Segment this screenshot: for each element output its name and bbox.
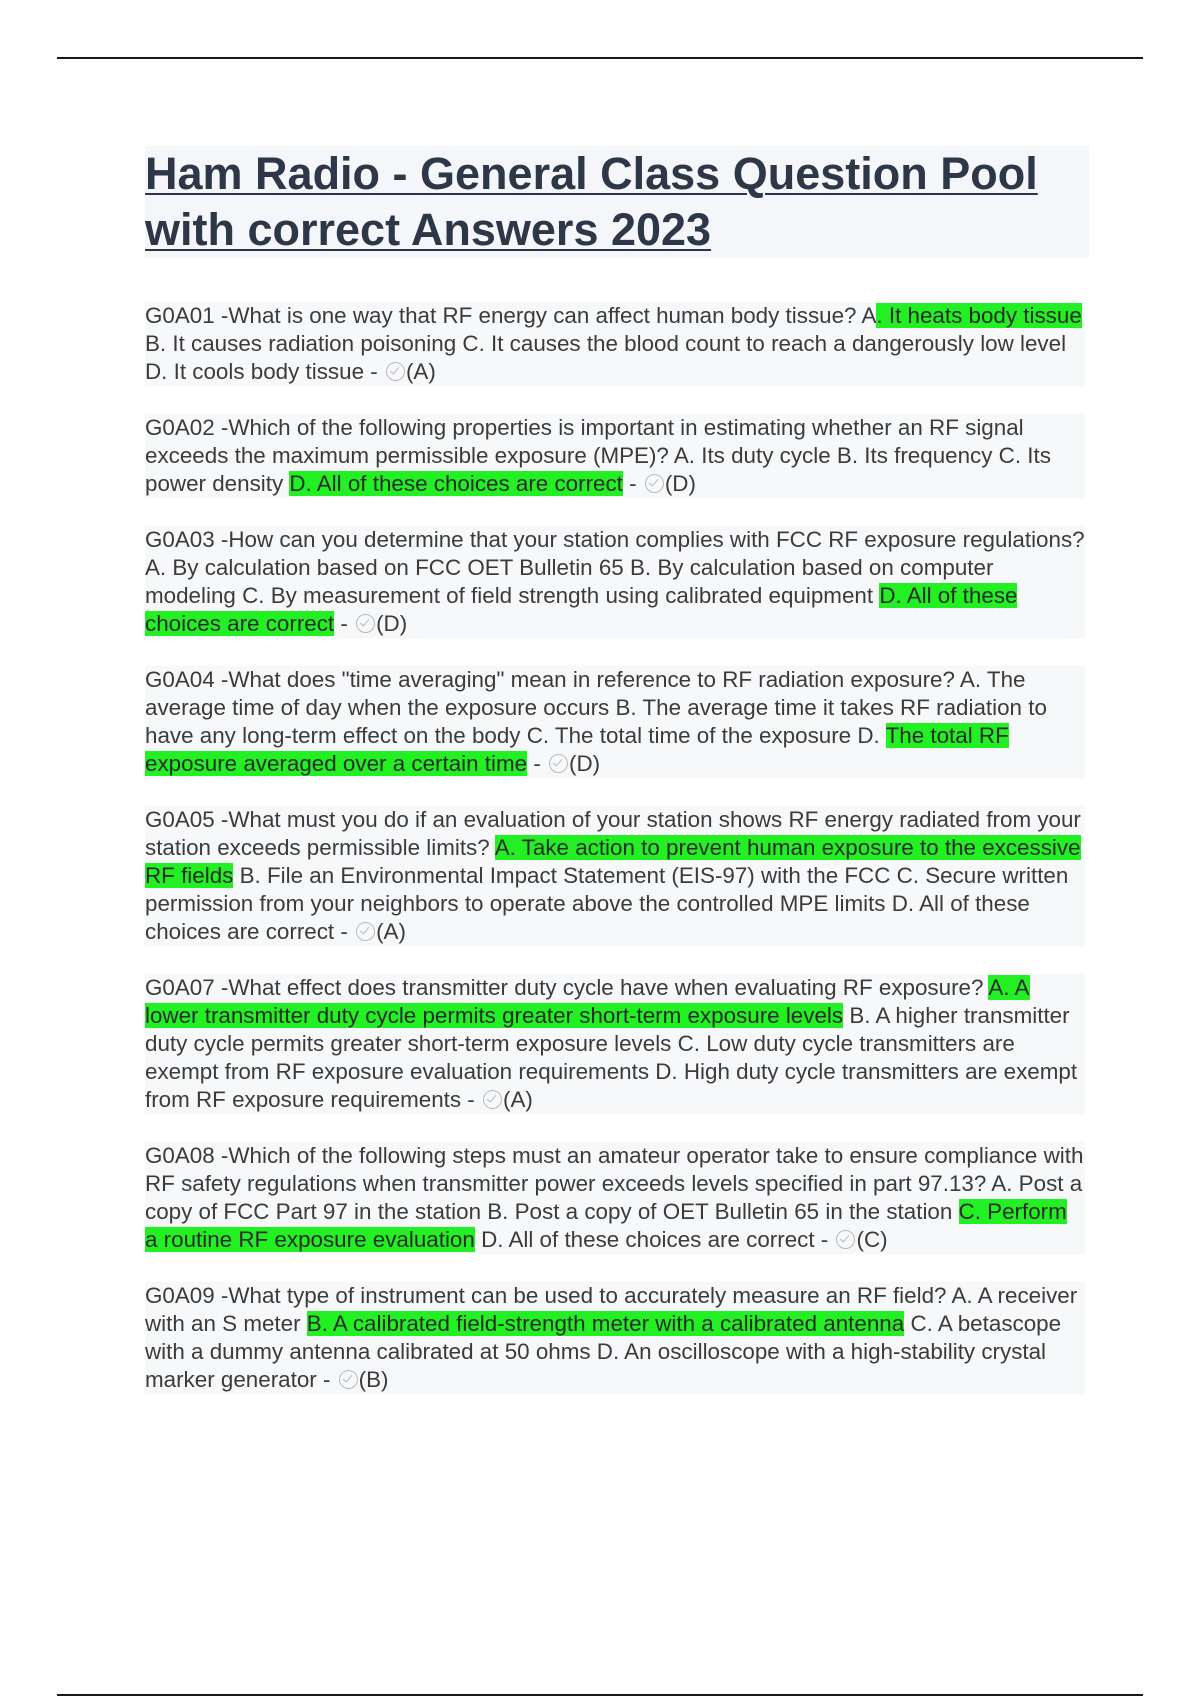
question-text: G0A08 -Which of the following steps must an amateur operator take to ensure compliance with RF safety regulations when transmitter power exceeds levels specified in part 97.13? A. Post a copy of FCC Part 97 in the station B. Post a copy of OET Bulletin 65 in the station xyxy=(145,1143,1084,1224)
answer-key: (D) xyxy=(664,471,696,496)
correct-answer-highlight: D. All of these choices are correct xyxy=(145,583,1018,636)
question-item xyxy=(145,974,1085,1114)
bottom-rule xyxy=(57,1694,1143,1696)
question-choices: B. It causes radiation poisoning C. It causes the blood count to reach a dangerously low level D. It cools body tissue - xyxy=(145,331,1067,384)
title-block xyxy=(145,146,1089,258)
document-title: Ham Radio - General Class Question Pool with correct Answers 2023 xyxy=(145,148,1038,255)
check-circle-icon xyxy=(356,922,375,941)
check-circle-icon xyxy=(339,1370,358,1389)
correct-answer-highlight: B. A calibrated field-strength meter with a calibrated antenna xyxy=(306,1311,905,1336)
question-choices: B. File an Environmental Impact Statement (EIS-97) with the FCC C. Secure written permission from your neighbors to operate above the controlled MPE limits D. All of these choices are correct - xyxy=(145,863,1069,944)
question-item xyxy=(145,526,1085,638)
question-text: G0A07 -What effect does transmitter duty cycle have when evaluating RF exposure? xyxy=(145,975,989,1000)
question-item xyxy=(145,414,1085,498)
question-text: G0A01 -What is one way that RF energy can affect human body tissue? A xyxy=(145,303,877,328)
correct-answer-highlight: A. A lower transmitter duty cycle permits greater short-term exposure levels xyxy=(145,975,1030,1028)
correct-answer-highlight: . It heats body tissue xyxy=(876,303,1082,328)
question-item xyxy=(145,666,1085,778)
check-circle-icon xyxy=(386,362,405,381)
question-text: G0A04 -What does "time averaging" mean in reference to RF radiation exposure? A. The average time of day when the exposure occurs B. The average time it takes RF radiation to have any long-term effect on the body C. The total time of the exposure D. xyxy=(145,667,1047,748)
top-rule xyxy=(57,57,1143,59)
question-text: G0A09 -What type of instrument can be used to accurately measure an RF field? A. A receiver with an S meter xyxy=(145,1283,1078,1336)
answer-key: (A) xyxy=(376,919,406,944)
question-item xyxy=(145,1142,1085,1254)
answer-key: (D) xyxy=(376,611,408,636)
question-text: G0A02 -Which of the following properties is important in estimating whether an RF signal exceeds the maximum permissible exposure (MPE)? A. Its duty cycle B. Its frequency C. Its power density xyxy=(145,415,1051,496)
check-circle-icon xyxy=(645,474,664,493)
correct-answer-highlight: D. All of these choices are correct xyxy=(289,471,623,496)
answer-key: (A) xyxy=(502,1087,533,1112)
answer-key: (B) xyxy=(358,1367,389,1392)
check-circle-icon xyxy=(836,1230,855,1249)
question-choices: C. A betascope with a dummy antenna calibrated at 50 ohms D. An oscilloscope with a high-stability crystal marker generator - xyxy=(145,1311,1062,1392)
question-list xyxy=(145,302,1085,1422)
correct-answer-highlight: A. Take action to prevent human exposure to the excessive RF fields xyxy=(145,835,1081,888)
answer-key: (D) xyxy=(569,751,601,776)
question-item xyxy=(145,1282,1085,1394)
correct-answer-highlight: The total RF exposure averaged over a certain time xyxy=(145,723,1009,776)
question-choices: - xyxy=(622,471,643,496)
check-circle-icon xyxy=(549,754,568,773)
question-choices: D. All of these choices are correct - xyxy=(474,1227,835,1252)
question-text: G0A05 -What must you do if an evaluation of your station shows RF energy radiated from your station exceeds permissible limits? xyxy=(145,807,1081,860)
question-item xyxy=(145,302,1085,386)
answer-key: (C) xyxy=(856,1227,888,1252)
correct-answer-highlight: C. Perform a routine RF exposure evaluation xyxy=(145,1199,1067,1252)
question-choices: - xyxy=(334,611,355,636)
answer-key: (A) xyxy=(405,359,436,384)
question-text: G0A03 -How can you determine that your station complies with FCC RF exposure regulations? A. By calculation based on FCC OET Bulletin 65 B. By calculation based on computer modeling C. By measurement of field strength using calibrated equipment xyxy=(145,527,1085,608)
question-choices: - xyxy=(527,751,548,776)
check-circle-icon xyxy=(483,1090,502,1109)
question-item xyxy=(145,806,1085,946)
check-circle-icon xyxy=(356,614,375,633)
question-choices: B. A higher transmitter duty cycle permits greater short-term exposure levels C. Low duty cycle transmitters are exempt from RF exposure evaluation requirements D. High duty cycle transmitters are exempt from RF exposure requirements - xyxy=(145,1003,1078,1112)
